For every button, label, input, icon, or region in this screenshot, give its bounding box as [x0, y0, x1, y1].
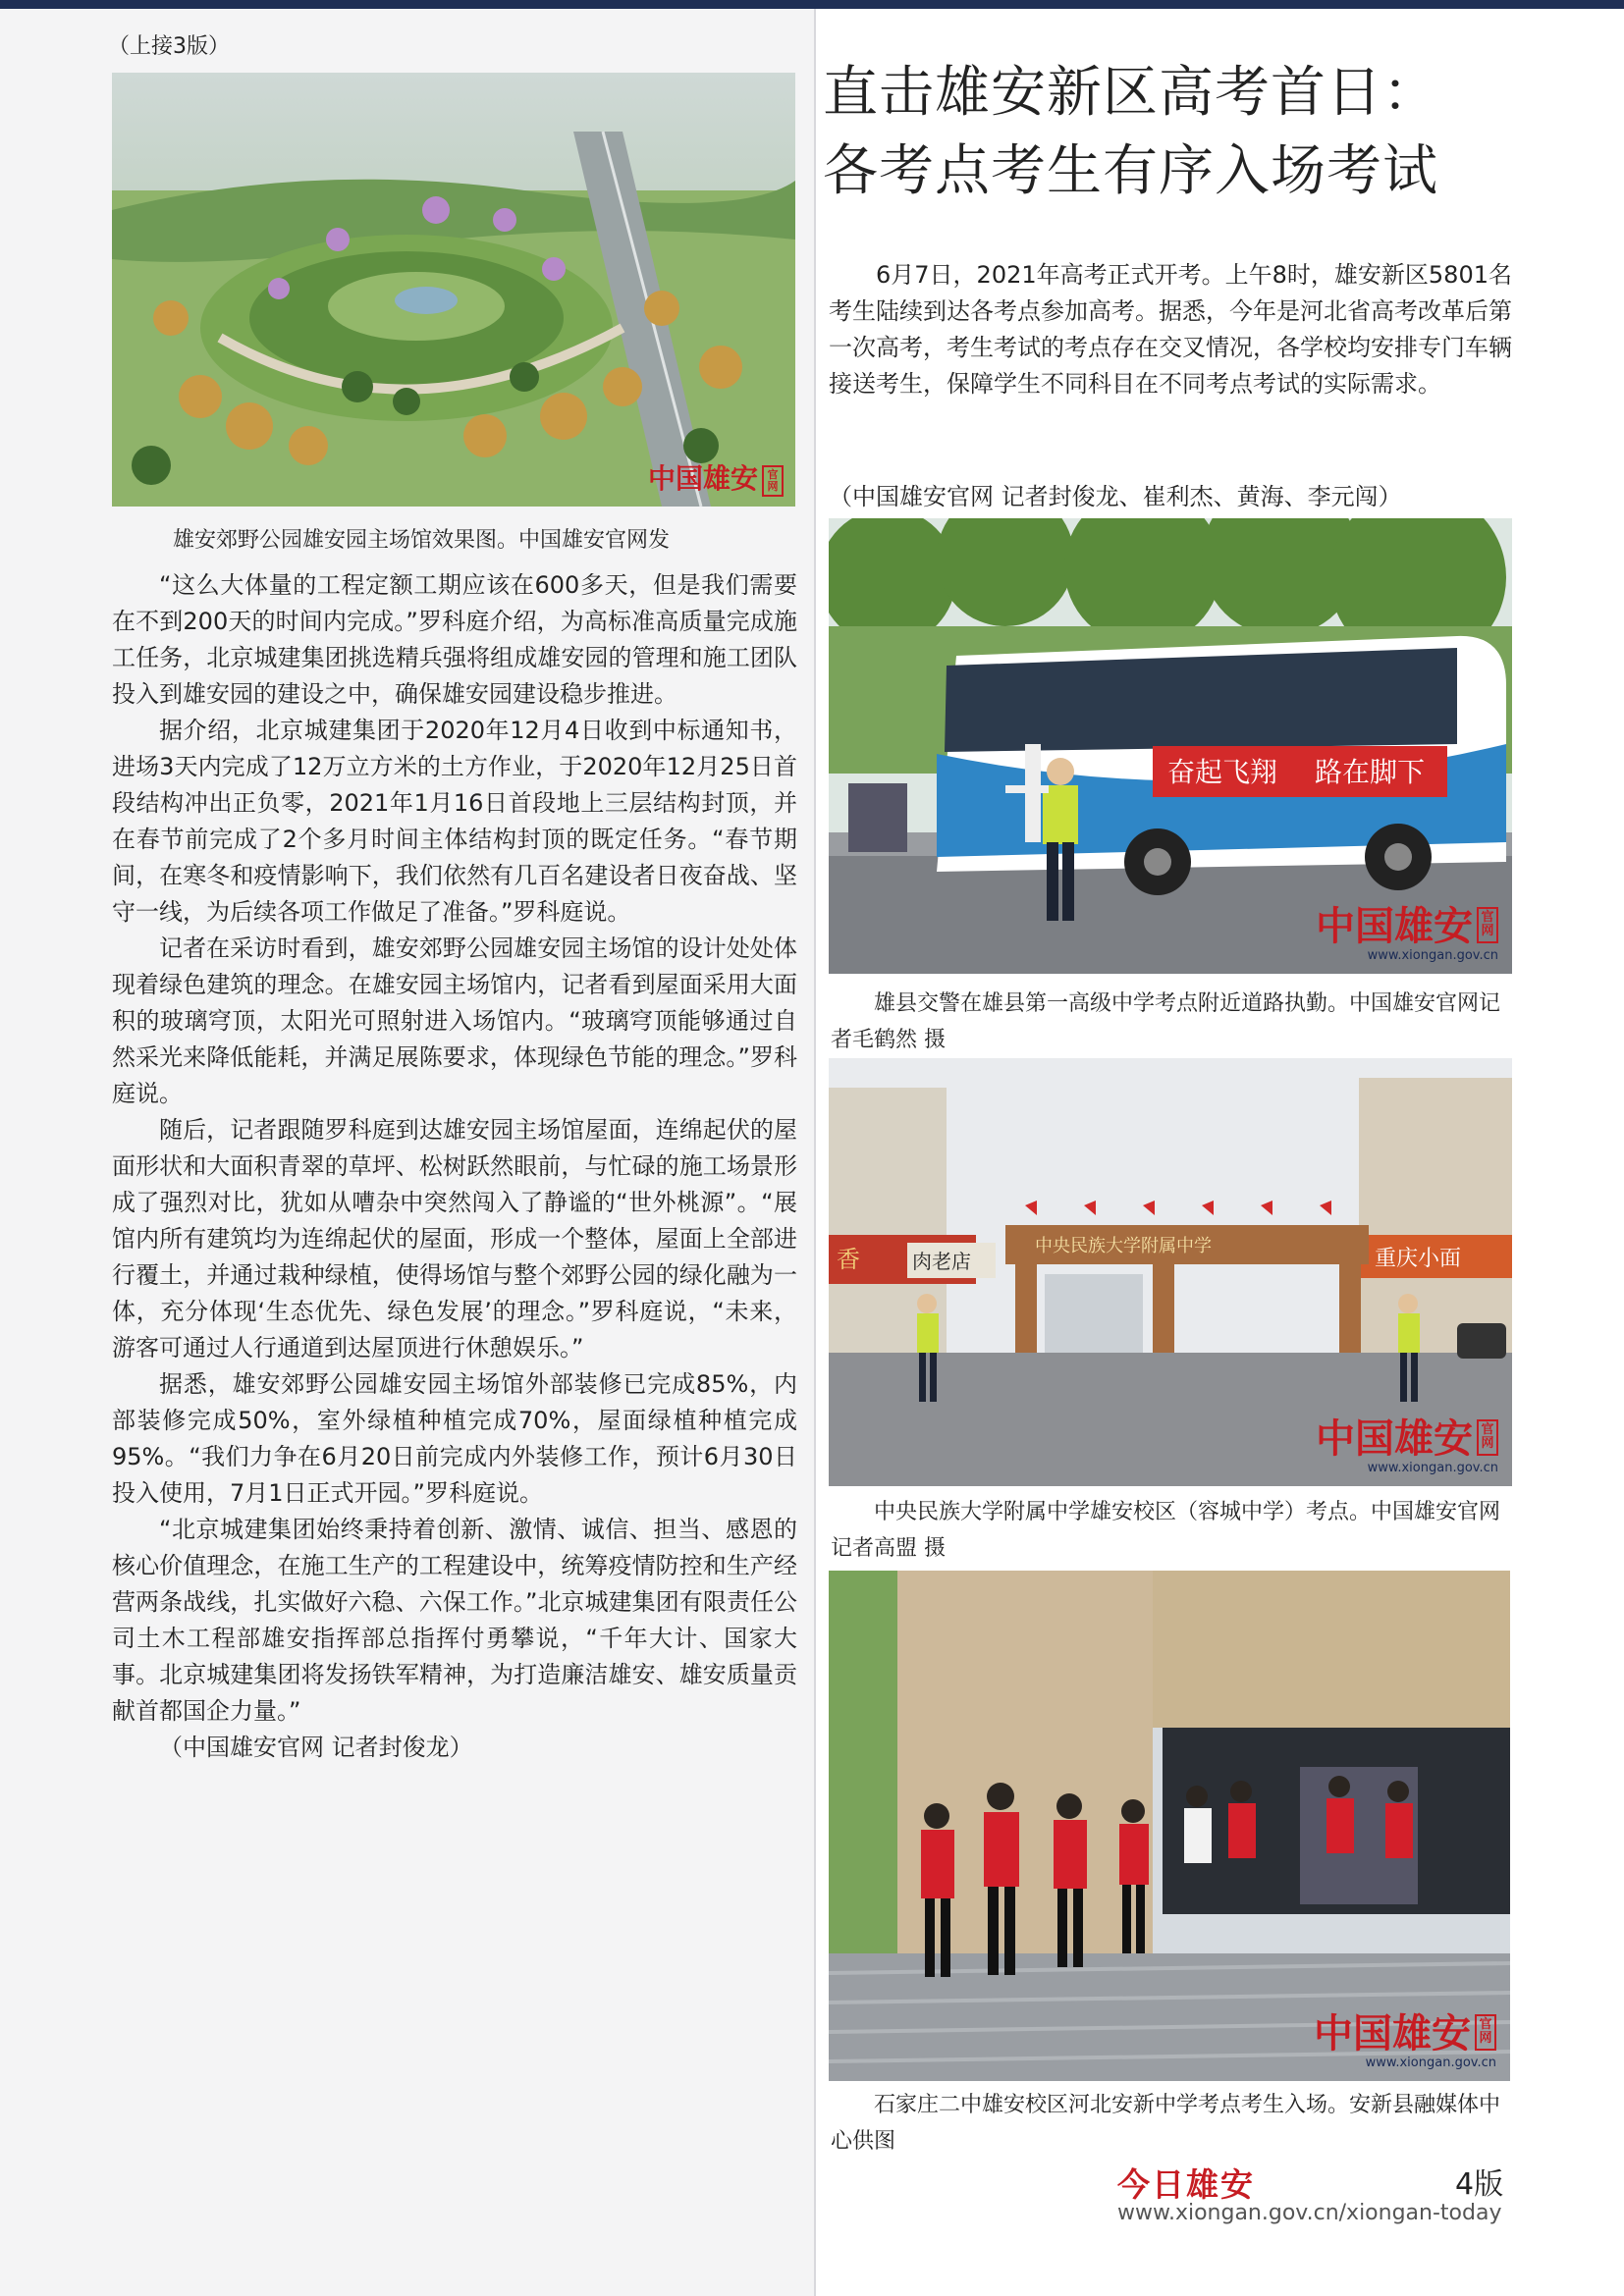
shop-sign-3: 重庆小面	[1375, 1247, 1462, 1271]
students-entering-photo	[829, 1571, 1510, 2081]
column-divider	[814, 9, 816, 2296]
right-article-lead	[829, 257, 1512, 402]
bus-photo-caption: 雄县交警在雄县第一高级中学考点附近道路执勤。中国雄安官网记者毛鹤然 摄	[831, 991, 1501, 1052]
headline-line-1: 直击雄安新区高考首日：	[823, 61, 1438, 125]
traffic-police-bus-photo	[829, 518, 1512, 974]
paragraph: “这么大体量的工程定额工期应该在600多天，但是我们需要在不到200天的时间内完成。”罗科庭介绍，为高标准高质量完成施工任务，北京城建集团挑选精兵强将组成雄安园的管理和施工团队投入到雄安园的建设之中，确保雄安园建设稳步推进。	[112, 571, 797, 708]
footer-url: www.xiongan.gov.cn/xiongan-today	[1117, 2201, 1502, 2225]
bus-banner-text-1: 奋起飞翔	[1167, 756, 1278, 788]
shop-sign-1: 香	[837, 1246, 860, 1273]
students-entering-illustration	[829, 1571, 1510, 2081]
left-article-body	[112, 567, 797, 1766]
paragraph: “北京城建集团始终秉持着创新、激情、诚信、担当、感恩的核心价值理念，在施工生产的工程建设中，统筹疫情防控和生产经营两条战线，扎实做好六稳、六保工作。”北京城建集团有限责任公司土木工程部雄安指挥部总指挥付勇攀说，“千年大计、国家大事。北京城建集团将发扬铁军精神，为打造廉洁雄安、雄安质量贡献首都国企力量。”	[112, 1516, 797, 1725]
park-rendering-illustration	[112, 73, 795, 507]
lead-paragraph: 6月7日，2021年高考正式开考。上午8时，雄安新区5801名考生陆续到达各考点参加高考。据悉，今年是河北省高考改革后第一次高考，考生考试的考点存在交叉情况，各学校均安排专门车辆接送考生，保障学生不同科目在不同考点考试的实际需求。	[829, 261, 1512, 398]
watermark: 中国雄安 官网 www.xiongan.gov.cn	[1316, 1415, 1498, 1475]
continued-from-label: （上接3版）	[108, 34, 230, 59]
school-gate-sign: 中央民族大学附属中学	[1035, 1236, 1212, 1256]
footer-brand: 今日雄安	[1117, 2165, 1255, 2204]
paragraph: 据悉，雄安郊野公园雄安园主场馆外部装修已完成85%，内部装修完成50%，室外绿植种植完成70%，屋面绿植种植完成95%。“我们力争在6月20日前完成内外装修工作，预计6月30日投入使用，7月1日正式开园。”罗科庭说。	[112, 1370, 797, 1507]
park-photo-caption: 雄安郊野公园雄安园主场馆效果图。中国雄安官网发	[173, 528, 671, 553]
headline	[823, 54, 1549, 211]
school-gate-caption: 中央民族大学附属中学雄安校区（容城中学）考点。中国雄安官网记者高盟 摄	[831, 1500, 1501, 1561]
watermark: 中国雄安 官网	[648, 465, 784, 497]
paragraph: 记者在采访时看到，雄安郊野公园雄安园主场馆的设计处处体现着绿色建筑的理念。在雄安园主场馆内，记者看到屋面采用大面积的玻璃穹顶，太阳光可照射进入场馆内。“玻璃穹顶能够通过自然采光来降低能耗，并满足展陈要求，体现绿色节能的理念。”罗科庭说。	[112, 934, 797, 1107]
school-gate-photo	[829, 1058, 1512, 1486]
shop-sign-2: 肉老店	[912, 1250, 971, 1273]
page-number: 4版	[1455, 2167, 1504, 2202]
headline-line-2: 各考点考生有序入场考试	[823, 139, 1438, 203]
bus-banner-text-2: 路在脚下	[1315, 756, 1426, 788]
watermark: 中国雄安 官网 www.xiongan.gov.cn	[1314, 2010, 1496, 2070]
paragraph: 随后，记者跟随罗科庭到达雄安园主场馆屋面，连绵起伏的屋面形状和大面积青翠的草坪、松树跃然眼前，与忙碌的施工场景形成了强烈对比，犹如从嘈杂中突然闯入了静谧的“世外桃源”。“展馆内所有建筑均为连绵起伏的屋面，形成一个整体，屋面上全部进行覆土，并通过栽种绿植，使得场馆与整个郊野公园的绿化融为一体，充分体现‘生态优先、绿色发展’的理念。”罗科庭说，“未来，游客可通过人行通道到达屋顶进行休憩娱乐。”	[112, 1116, 797, 1362]
paragraph: 据介绍，北京城建集团于2020年12月4日收到中标通知书，进场3天内完成了12万立方米的土方作业，于2020年12月25日首段结构冲出正负零，2021年1月16日首段地上三层结构封顶，并在春节前完成了2个多月时间主体结构封顶的既定任务。“春节期间，在寒冬和疫情影响下，我们依然有几百名建设者日夜奋战、坚守一线，为后续各项工作做足了准备。”罗科庭说。	[112, 717, 797, 926]
left-byline: （中国雄安官网 记者封俊龙）	[159, 1734, 473, 1761]
students-photo-caption: 石家庄二中雄安校区河北安新中学考点考生入场。安新县融媒体中心供图	[831, 2093, 1501, 2154]
watermark: 中国雄安 官网 www.xiongan.gov.cn	[1316, 903, 1498, 963]
park-rendering-photo	[112, 73, 795, 507]
top-bar	[0, 0, 1624, 9]
right-byline: （中国雄安官网 记者封俊龙、崔利杰、黄海、李元闯）	[829, 483, 1402, 510]
